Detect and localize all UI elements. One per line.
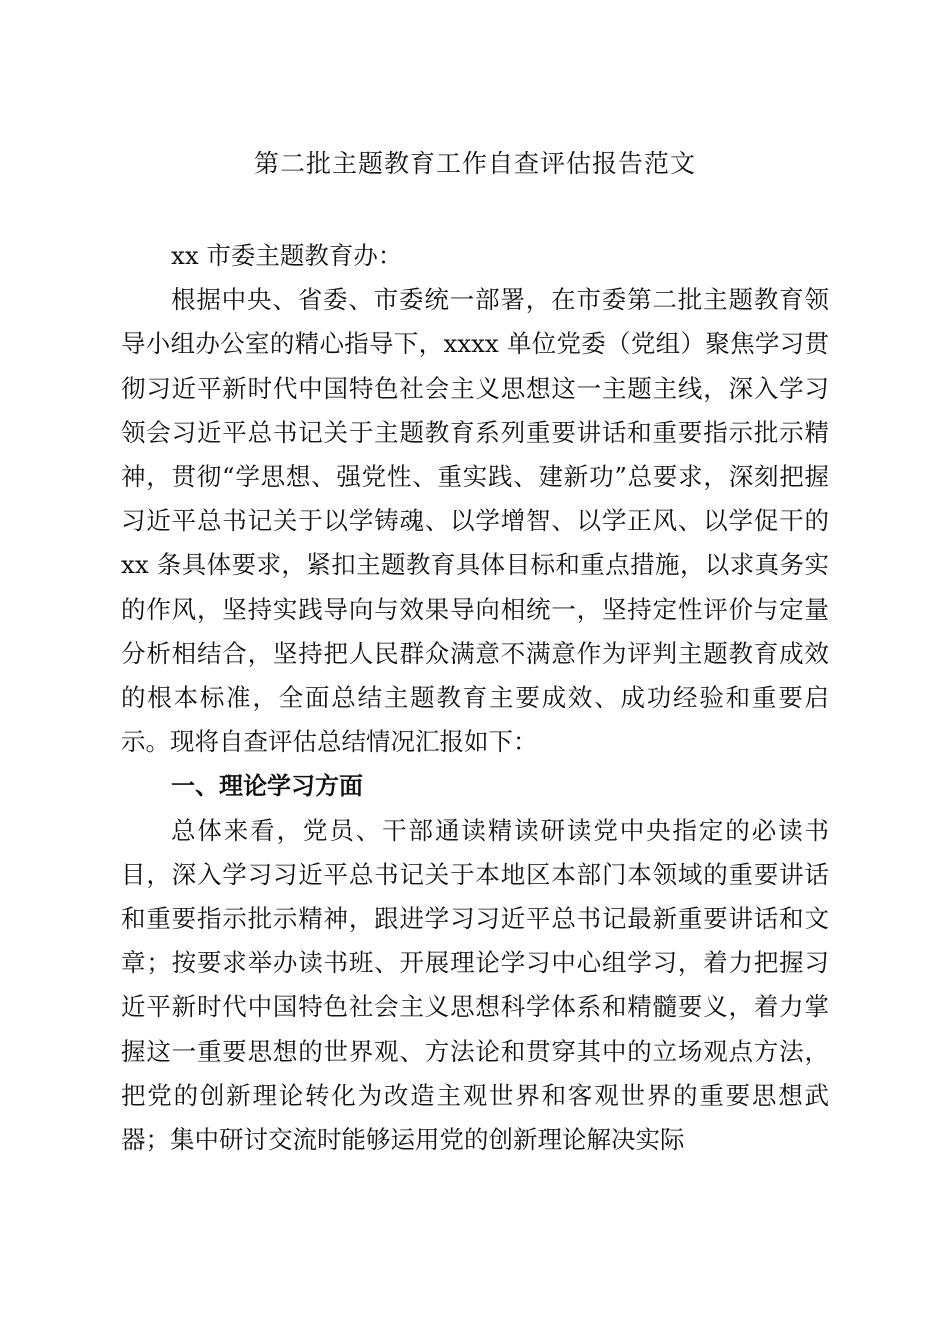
salutation: xx 市委主题教育办： — [171, 241, 403, 270]
document-body — [121, 234, 829, 1162]
document-title: 第二批主题教育工作自查评估报告范文 — [253, 149, 696, 178]
section-paragraph: 总体来看，党员、干部通读精读研读党中央指定的必读书目，深入学习习近平总书记关于本地区本部门本领域的重要讲话和重要指示批示精神，跟进学习习近平总书记最新重要讲话和文章；按要求举办读书班、开展理论学习中心组学习，着力把握习近平新时代中国特色社会主义思想科学体系和精髓要义，着力掌握这一重要思想的世界观、方法论和贯穿其中的立场观点方法，把党的创新理论转化为改造主观世界和客观世界的重要思想武器；集中研讨交流时能够运用党的创新理论解决实际 — [121, 815, 829, 1155]
intro-paragraph: 根据中央、省委、市委统一部署，在市委第二批主题教育领导小组办公室的精心指导下，xxxx 单位党委（党组）聚焦学习贯彻习近平新时代中国特色社会主义思想这一主题主线，深入学习领会习近平总书记关于主题教育系列重要讲话和重要指示批示精神，贯彻“学思想、强党性、重实践、建新功”总要求，深刻把握习近平总书记关于以学铸魂、以学增智、以学正风、以学促干的 xx 条具体要求，紧扣主题教育具体目标和重点措施，以求真务实的作风，坚持实践导向与效果导向相统一，坚持定性评价与定量分析相结合，坚持把人民群众满意不满意作为评判主题教育成效的根本标准，全面总结主题教育主要成效、成功经验和重要启示。现将自查评估总结情况汇报如下： — [121, 285, 829, 757]
section-heading: 一、理论学习方面 — [171, 772, 363, 801]
